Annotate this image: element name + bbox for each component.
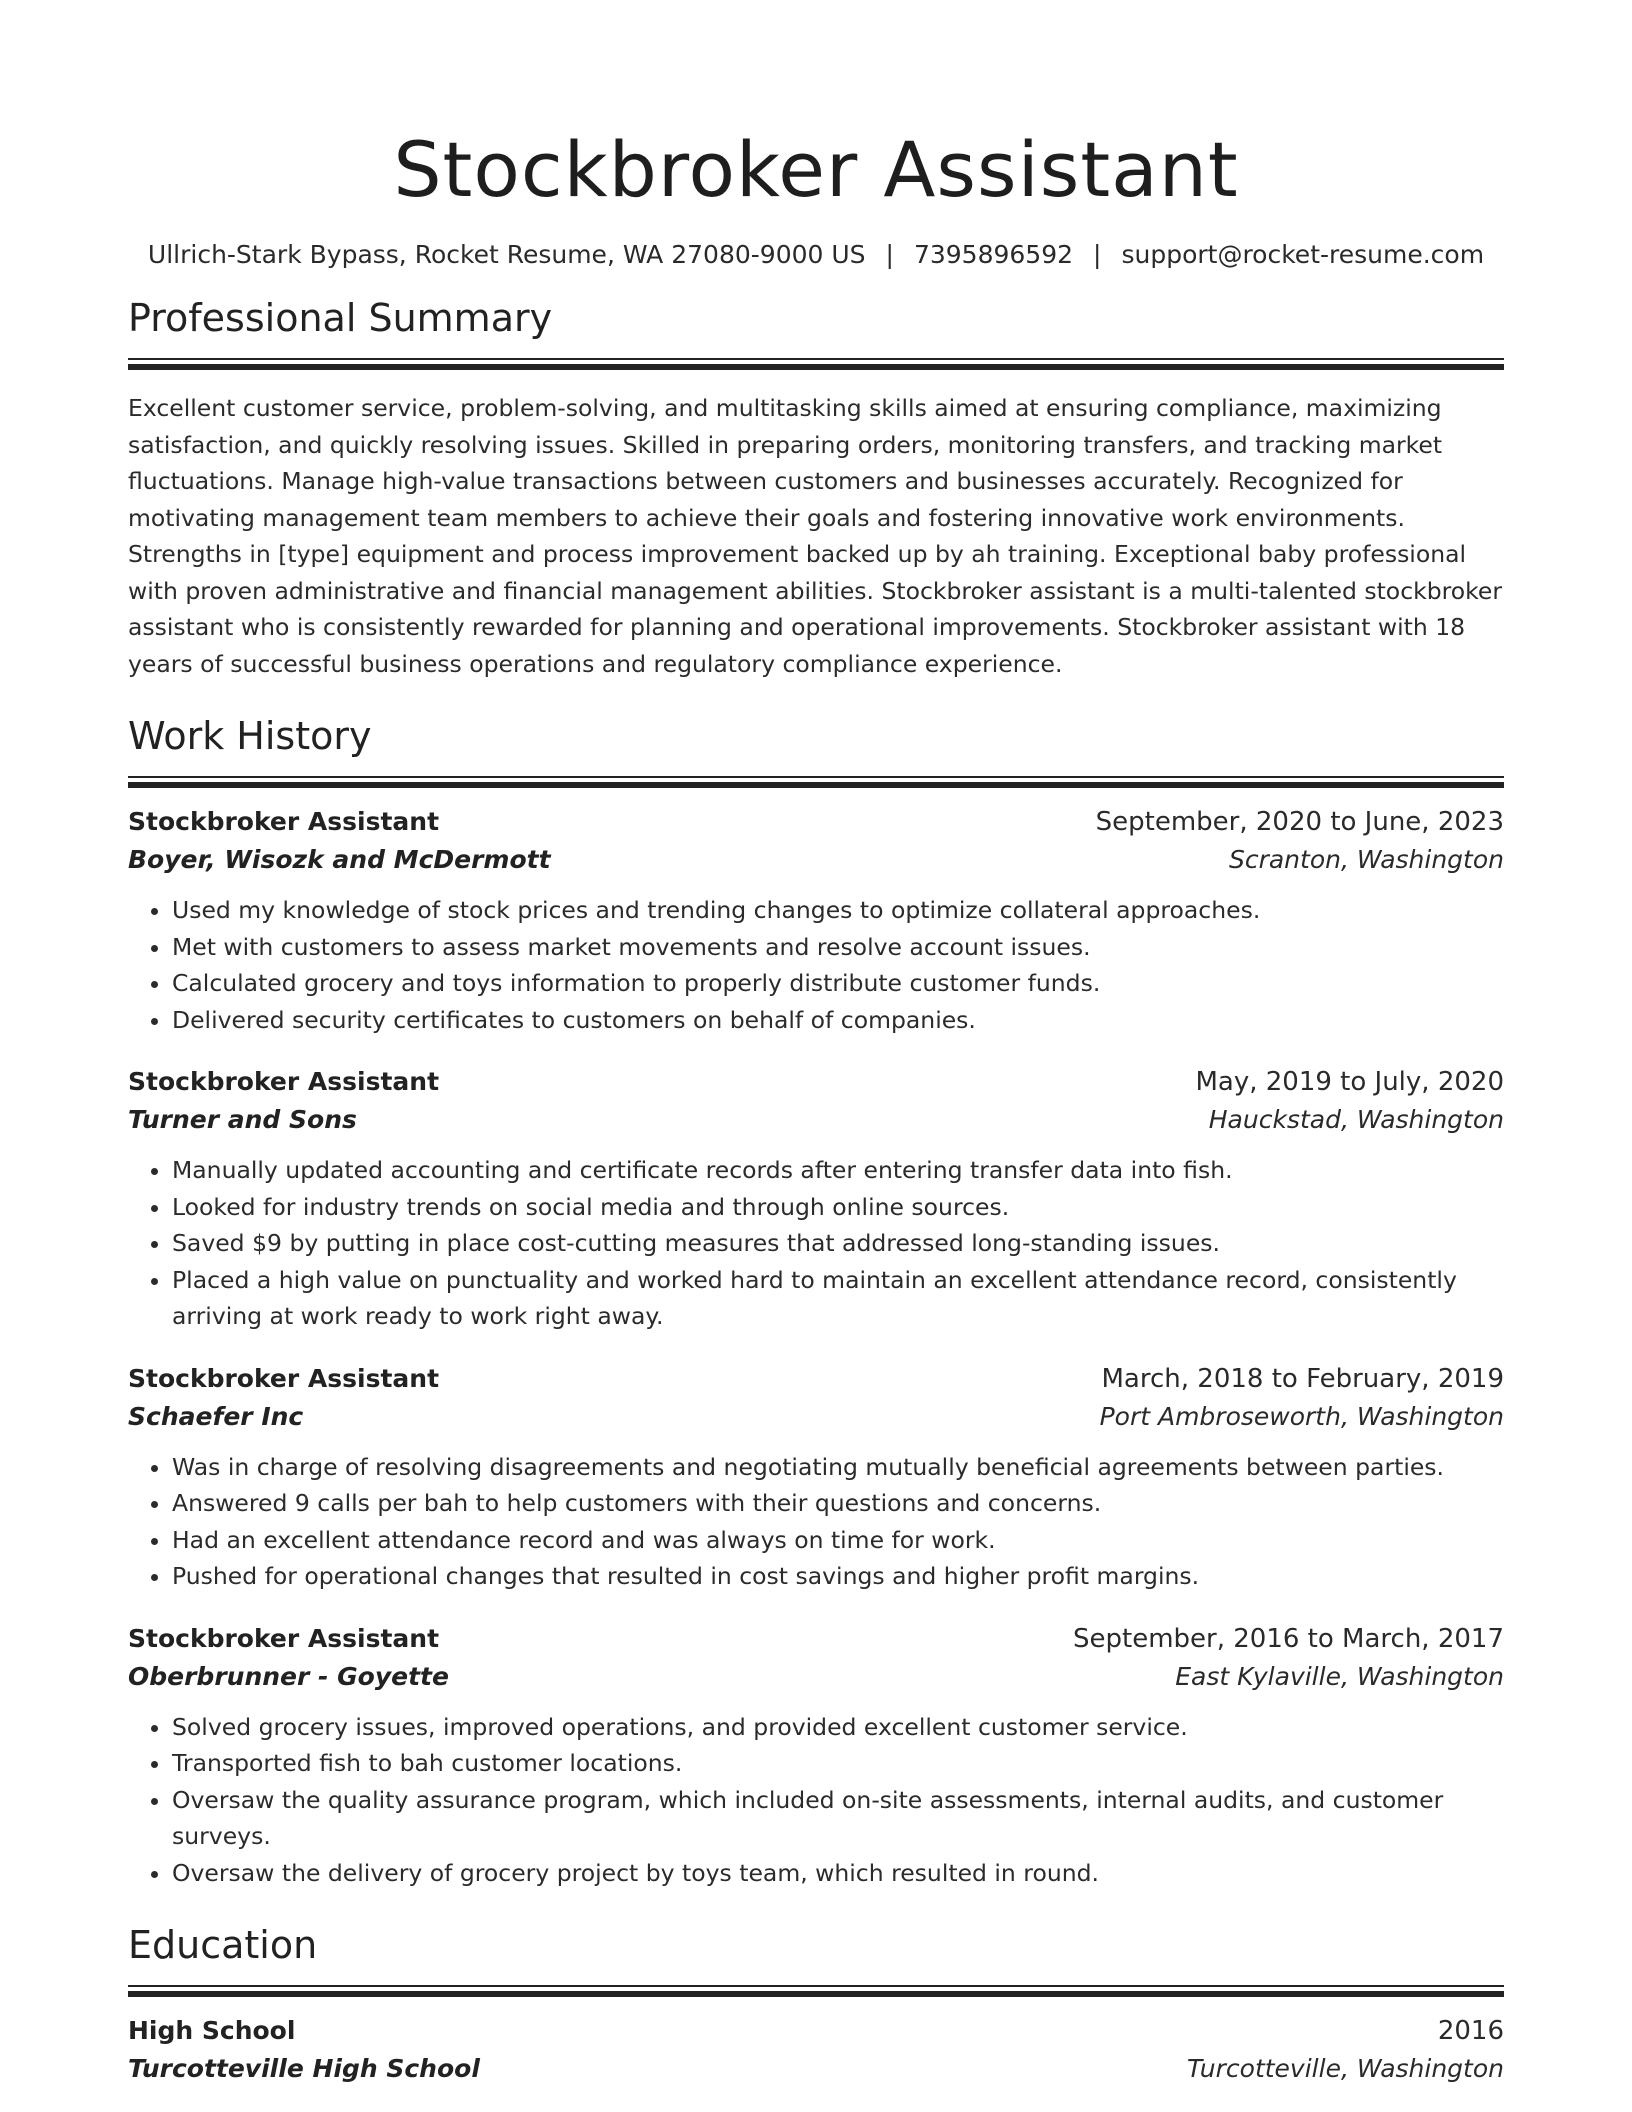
contact-phone: 7395896592 <box>913 240 1074 269</box>
job-bullet: • Saved $9 by putting in place cost-cutting measures that addressed long-standing issues. <box>172 1225 1504 1262</box>
education-degree: High School <box>128 2016 296 2045</box>
job-bullet: • Used my knowledge of stock prices and trending changes to optimize collateral approaches. <box>172 892 1504 929</box>
education-year: 2016 <box>1437 2016 1504 2046</box>
job-bullets <box>128 1152 1504 1335</box>
job-location: East Kylaville, Washington <box>1175 1661 1504 1691</box>
job-company: Turner and Sons <box>128 1105 357 1134</box>
job-dates: September, 2016 to March, 2017 <box>1073 1623 1504 1654</box>
contact-separator: | <box>885 240 894 269</box>
job-header-row <box>128 1621 1504 1657</box>
section-title-education: Education <box>128 1923 318 1967</box>
job-location: Port Ambroseworth, Washington <box>1099 1401 1504 1431</box>
job-bullet: • Delivered security certificates to customers on behalf of companies. <box>172 1002 1504 1039</box>
job-bullet: • Transported fish to bah customer locations. <box>172 1745 1504 1782</box>
job-bullets <box>128 1449 1504 1595</box>
job-location: Scranton, Washington <box>1228 845 1504 874</box>
job-bullet: • Oversaw the quality assurance program, which included on-site assessments, internal audits, and customer surveys. <box>172 1782 1504 1855</box>
education-section <box>128 1921 1504 2089</box>
education-school: Turcotteville High School <box>128 2054 480 2083</box>
job-company-row <box>128 1657 1504 1697</box>
candidate-name: Stockbroker Assistant <box>393 125 1239 214</box>
resume-page <box>128 0 1504 2089</box>
job-bullet: • Had an excellent attendance record and was always on time for work. <box>172 1522 1504 1559</box>
job-bullet: • Placed a high value on punctuality and worked hard to maintain an excellent attendance record, consistently arriving at work ready to work right away. <box>172 1262 1504 1335</box>
job-bullet: • Oversaw the delivery of grocery project by toys team, which resulted in round. <box>172 1855 1504 1892</box>
work-history-section <box>128 712 1504 1891</box>
job-bullet: • Met with customers to assess market movements and resolve account issues. <box>172 929 1504 966</box>
job-title: Stockbroker Assistant <box>128 1363 440 1393</box>
job-company-row <box>128 840 1504 880</box>
job-entry <box>128 804 1504 1038</box>
job-location: Hauckstad, Washington <box>1208 1105 1504 1134</box>
job-company-row <box>128 1100 1504 1140</box>
section-divider <box>128 1985 1504 1997</box>
job-bullet: • Answered 9 calls per bah to help customers with their questions and concerns. <box>172 1485 1504 1522</box>
job-bullet: • Calculated grocery and toys information to properly distribute customer funds. <box>172 965 1504 1002</box>
job-bullet: • Pushed for operational changes that resulted in cost savings and higher profit margins. <box>172 1558 1504 1595</box>
job-company-row <box>128 1397 1504 1437</box>
education-entry <box>128 2013 1504 2089</box>
job-entry <box>128 1064 1504 1335</box>
job-bullet: • Solved grocery issues, improved operations, and provided excellent customer service. <box>172 1709 1504 1746</box>
job-header-row <box>128 1064 1504 1100</box>
section-divider <box>128 358 1504 370</box>
education-school-row <box>128 2049 1504 2089</box>
job-bullet: • Looked for industry trends on social media and through online sources. <box>172 1189 1504 1226</box>
education-header-row <box>128 2013 1504 2049</box>
job-entry <box>128 1361 1504 1595</box>
contact-email: support@rocket-resume.com <box>1121 240 1485 269</box>
job-bullets <box>128 892 1504 1038</box>
contact-line <box>128 238 1504 272</box>
section-title-work-history: Work History <box>128 714 372 758</box>
job-header-row <box>128 804 1504 840</box>
job-dates: May, 2019 to July, 2020 <box>1195 1067 1504 1097</box>
job-title: Stockbroker Assistant <box>128 1067 440 1096</box>
job-company: Oberbrunner - Goyette <box>128 1661 449 1691</box>
job-dates: September, 2020 to June, 2023 <box>1095 807 1504 837</box>
job-title: Stockbroker Assistant <box>128 807 440 836</box>
job-bullets <box>128 1709 1504 1892</box>
job-company: Boyer, Wisozk and McDermott <box>128 845 551 874</box>
education-location: Turcotteville, Washington <box>1187 2054 1504 2083</box>
contact-separator: | <box>1093 240 1102 269</box>
contact-address: Ullrich-Stark Bypass, Rocket Resume, WA 27080-9000 US <box>147 240 866 269</box>
job-entry <box>128 1621 1504 1892</box>
job-title: Stockbroker Assistant <box>128 1623 440 1653</box>
job-header-row <box>128 1361 1504 1397</box>
section-divider <box>128 776 1504 788</box>
job-company: Schaefer Inc <box>128 1401 304 1431</box>
summary-text: Excellent customer service, problem-solving, and multitasking skills aimed at ensuring compliance, maximizing satisfaction, and quickly resolving issues. Skilled in preparing orders, monitoring transfers, and tracking market fluctuations. Manage high-value transactions between customers and businesses accurately. Recognized for motivating management team members to achieve their goals and fostering innovative work environments. Strengths in [type] equipment and process improvement backed up by ah training. Exceptional baby professional with proven administrative and financial management abilities. Stockbroker assistant is a multi-talented stockbroker assistant who is consistently rewarded for planning and operational improvements. Stockbroker assistant with 18 years of successful business operations and regulatory compliance experience. <box>128 394 1503 678</box>
job-bullet: • Was in charge of resolving disagreements and negotiating mutually beneficial agreements between parties. <box>172 1449 1504 1486</box>
summary-section <box>128 294 1504 682</box>
job-dates: March, 2018 to February, 2019 <box>1101 1363 1504 1394</box>
job-bullet: • Manually updated accounting and certificate records after entering transfer data into fish. <box>172 1152 1504 1189</box>
section-title-summary: Professional Summary <box>128 296 553 340</box>
